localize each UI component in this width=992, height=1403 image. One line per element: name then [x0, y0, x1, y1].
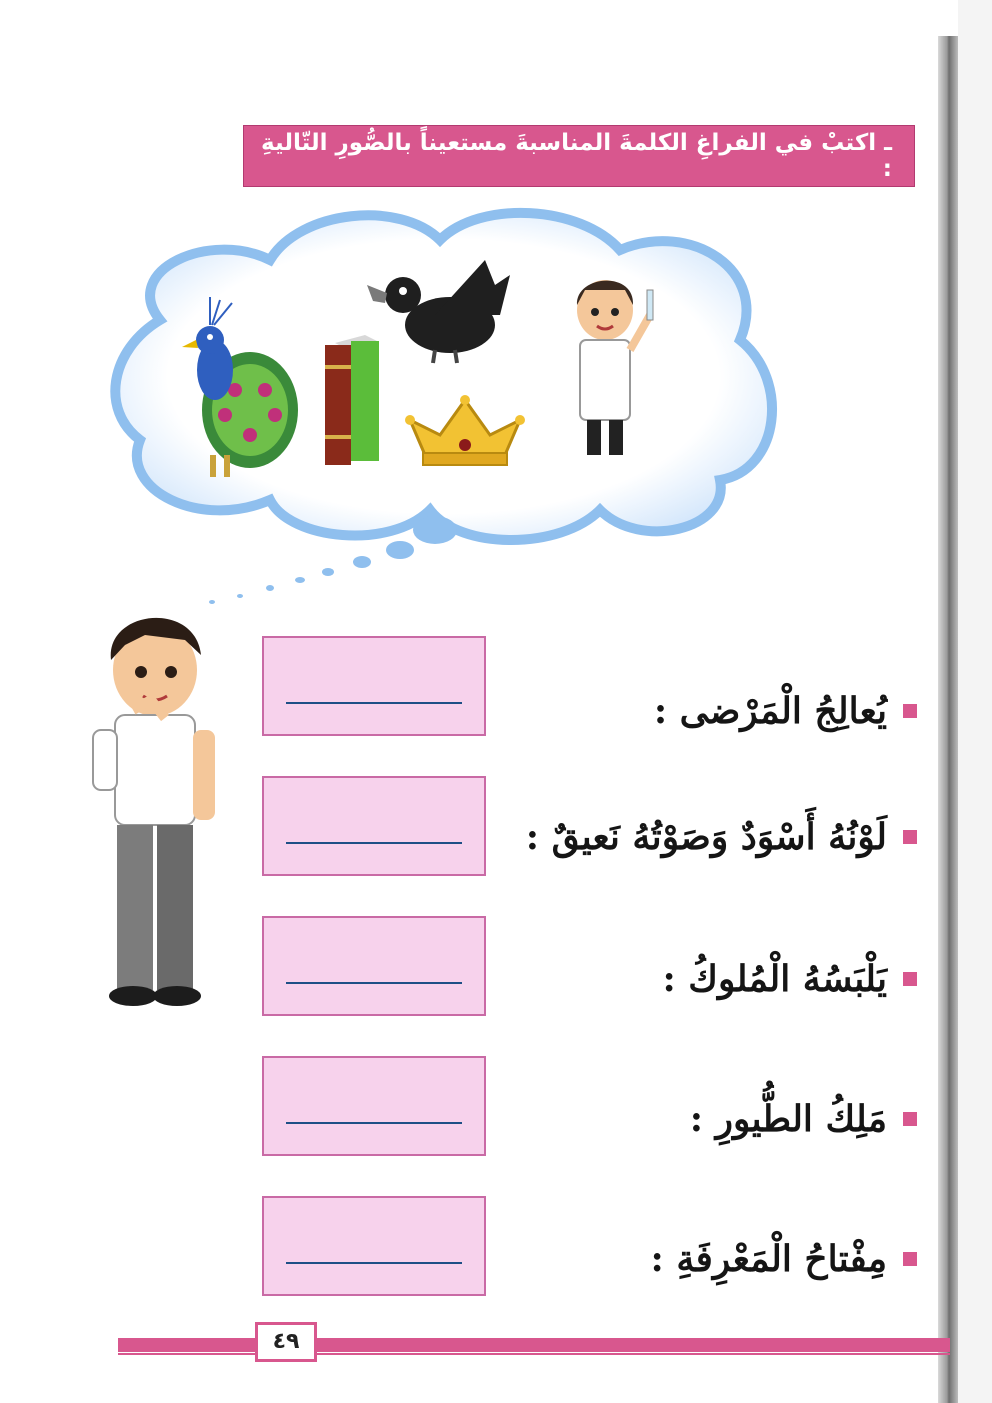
clue-row — [0, 1196, 992, 1286]
answer-line — [286, 1262, 462, 1264]
instruction-text: ـ اكتبْ في الفراغِ الكلمةَ المناسبةَ مستعيناً بالصُّورِ التّاليةِ : — [261, 130, 892, 182]
bubble — [322, 568, 334, 576]
cloud-illustration — [100, 200, 780, 620]
clue-row — [0, 636, 992, 732]
clue-row — [0, 776, 992, 866]
bubble — [266, 585, 274, 591]
book-icon — [325, 335, 379, 465]
footer-rule-thin — [118, 1353, 950, 1355]
bubble — [295, 577, 305, 583]
bullet-icon — [903, 972, 917, 986]
bullet-icon — [903, 1112, 917, 1126]
bullet-icon — [903, 704, 917, 718]
clue-row — [0, 1056, 992, 1146]
answer-box[interactable] — [262, 916, 486, 1016]
clue-label: مِفْتاحُ الْمَعْرِفَةِ : — [651, 1238, 917, 1280]
answer-line — [286, 702, 462, 704]
answer-box[interactable] — [262, 636, 486, 736]
answer-line — [286, 1122, 462, 1124]
answer-box[interactable] — [262, 776, 486, 876]
answer-line — [286, 982, 462, 984]
bubble — [353, 556, 371, 568]
answer-line — [286, 842, 462, 844]
bullet-icon — [903, 830, 917, 844]
answer-box[interactable] — [262, 1196, 486, 1296]
clue-row — [0, 916, 992, 1006]
instruction-banner — [243, 125, 915, 187]
clue-label: لَوْنُهُ أَسْوَدٌ وَصَوْتُهُ نَعيقٌ : — [526, 816, 917, 858]
clue-label: مَلِكُ الطُّيورِ : — [690, 1098, 917, 1140]
bubble — [237, 594, 243, 598]
bubble — [413, 516, 457, 544]
bullet-icon — [903, 1252, 917, 1266]
footer-rule — [118, 1338, 950, 1352]
bubble — [386, 541, 414, 559]
clue-label: يَلْبَسُهُ الْمُلوكُ : — [662, 958, 917, 1000]
thought-cloud — [100, 200, 780, 624]
answer-box[interactable] — [262, 1056, 486, 1156]
clue-label: يُعالِجُ الْمَرْضى : — [654, 690, 917, 732]
page-number: ٤٩ — [255, 1322, 317, 1362]
